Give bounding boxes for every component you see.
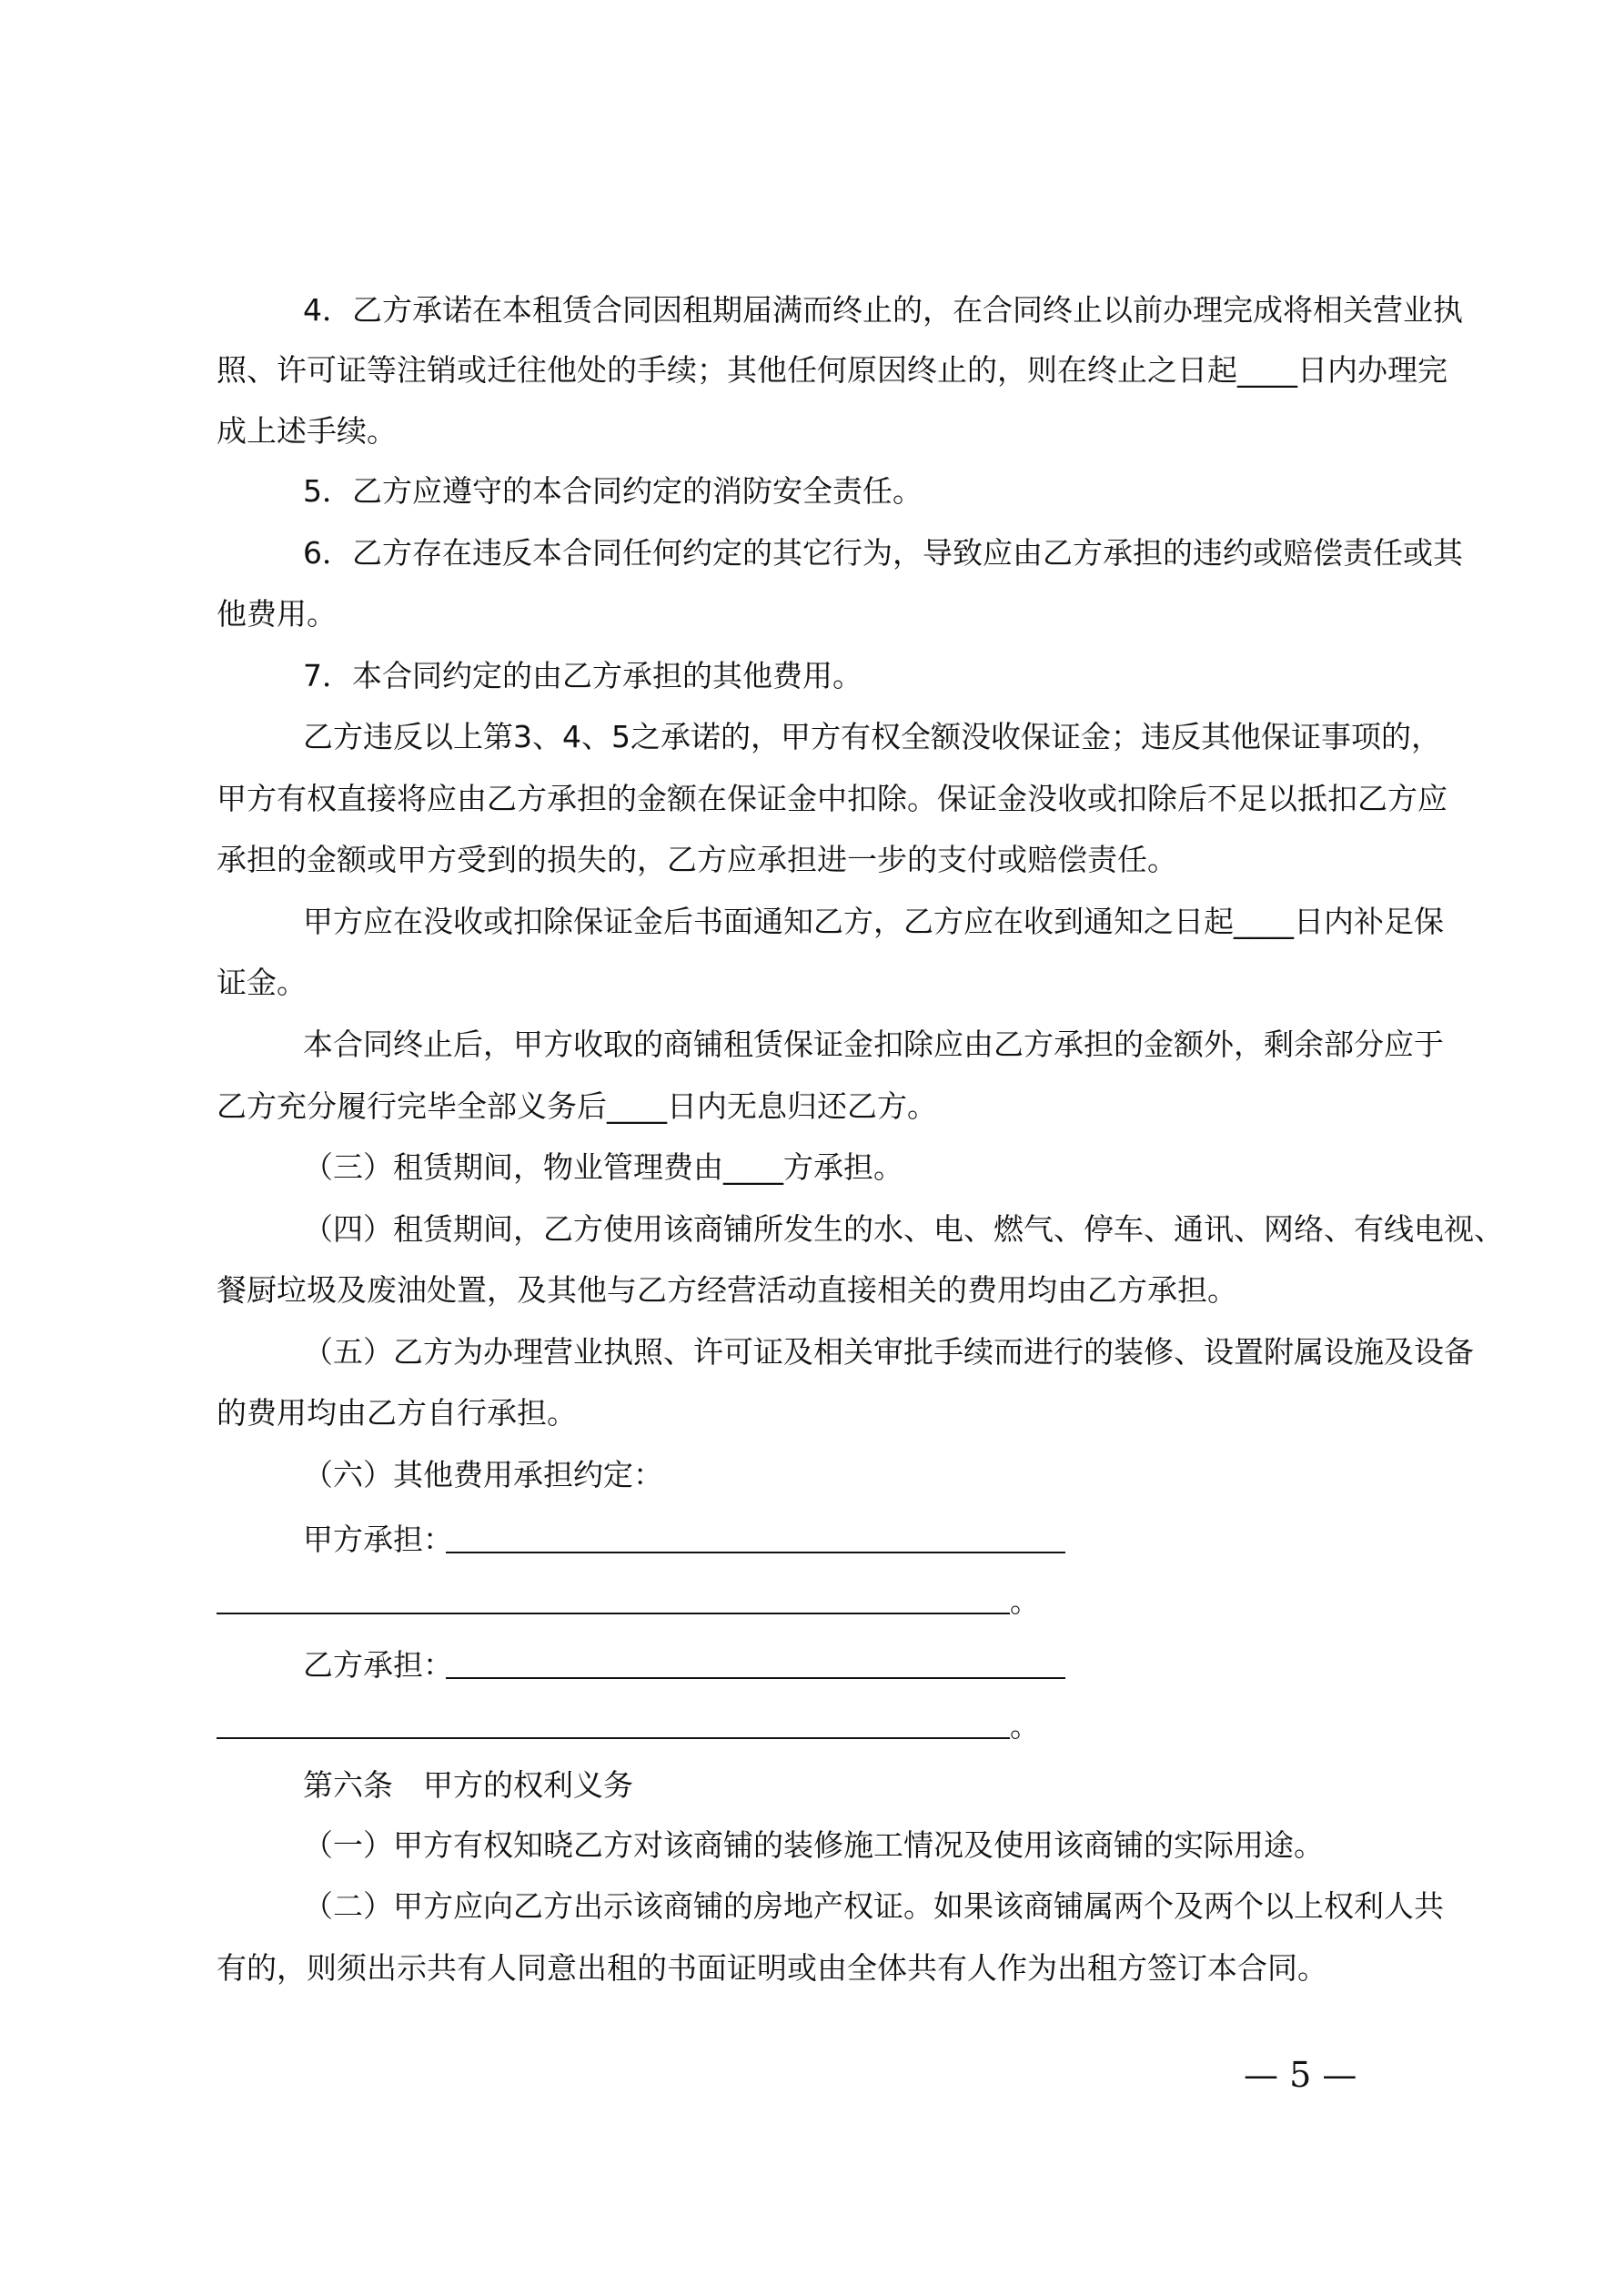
text-line: （二）甲方应向乙方出示该商铺的房地产权证。如果该商铺属两个及两个以上权利人共 [303, 1888, 1444, 1924]
party-a-field-cont[interactable] [217, 1613, 1010, 1614]
text-line: 第六条 甲方的权利义务 [303, 1767, 633, 1803]
text-line: 有的，则须出示共有人同意出租的书面证明或由全体共有人作为出租方签订本合同。 [217, 1950, 1327, 1986]
text-line: 成上述手续。 [217, 413, 397, 449]
text-line: 他费用。 [217, 596, 337, 632]
period: 。 [1010, 1583, 1040, 1619]
text-line: 证金。 [217, 965, 307, 1000]
party-b-field[interactable] [446, 1677, 1065, 1679]
party-a-label: 甲方承担： [303, 1522, 453, 1557]
text-line: 餐厨垃圾及废油处置，及其他与乙方经营活动直接相关的费用均由乙方承担。 [217, 1272, 1237, 1308]
page-number: — 5 — [1244, 2055, 1357, 2095]
text-line: 照、许可证等注销或迁往他处的手续；其他任何原因终止的，则在终止之日起____日内办理完 [217, 352, 1447, 388]
text-line: （五）乙方为办理营业执照、许可证及相关审批手续而进行的装修、设置附属设施及设备 [303, 1334, 1474, 1370]
party-b-field-cont[interactable] [217, 1737, 1010, 1739]
party-a-field[interactable] [446, 1552, 1065, 1553]
text-line: 的费用均由乙方自行承担。 [217, 1395, 577, 1431]
text-line: 承担的金额或甲方受到的损失的，乙方应承担进一步的支付或赔偿责任。 [217, 842, 1177, 877]
text-line: （六）其他费用承担约定： [303, 1457, 663, 1492]
text-line: 乙方违反以上第3、4、5之承诺的，甲方有权全额没收保证金；违反其他保证事项的， [303, 719, 1441, 754]
text-line: 本合同终止后，甲方收取的商铺租赁保证金扣除应由乙方承担的金额外，剩余部分应于 [303, 1027, 1444, 1062]
party-b-label: 乙方承担： [303, 1647, 453, 1683]
text-line: 乙方充分履行完毕全部义务后____日内无息归还乙方。 [217, 1088, 937, 1124]
text-line: （一）甲方有权知晓乙方对该商铺的装修施工情况及使用该商铺的实际用途。 [303, 1827, 1324, 1863]
text-line: （四）租赁期间，乙方使用该商铺所发生的水、电、燃气、停车、通讯、网络、有线电视、 [303, 1211, 1504, 1247]
text-line: （三）租赁期间，物业管理费由____方承担。 [303, 1149, 903, 1185]
period: 。 [1010, 1708, 1040, 1744]
text-line: 6．乙方存在违反本合同任何约定的其它行为，导致应由乙方承担的违约或赔偿责任或其 [303, 535, 1463, 571]
text-line: 7．本合同约定的由乙方承担的其他费用。 [303, 658, 862, 693]
text-line: 甲方有权直接将应由乙方承担的金额在保证金中扣除。保证金没收或扣除后不足以抵扣乙方应 [217, 781, 1447, 816]
text-line: 5．乙方应遵守的本合同约定的消防安全责任。 [303, 473, 923, 509]
text-line: 4．乙方承诺在本租赁合同因租期届满而终止的，在合同终止以前办理完成将相关营业执 [303, 292, 1463, 328]
text-line: 甲方应在没收或扣除保证金后书面通知乙方，乙方应在收到通知之日起____日内补足保 [303, 904, 1444, 939]
